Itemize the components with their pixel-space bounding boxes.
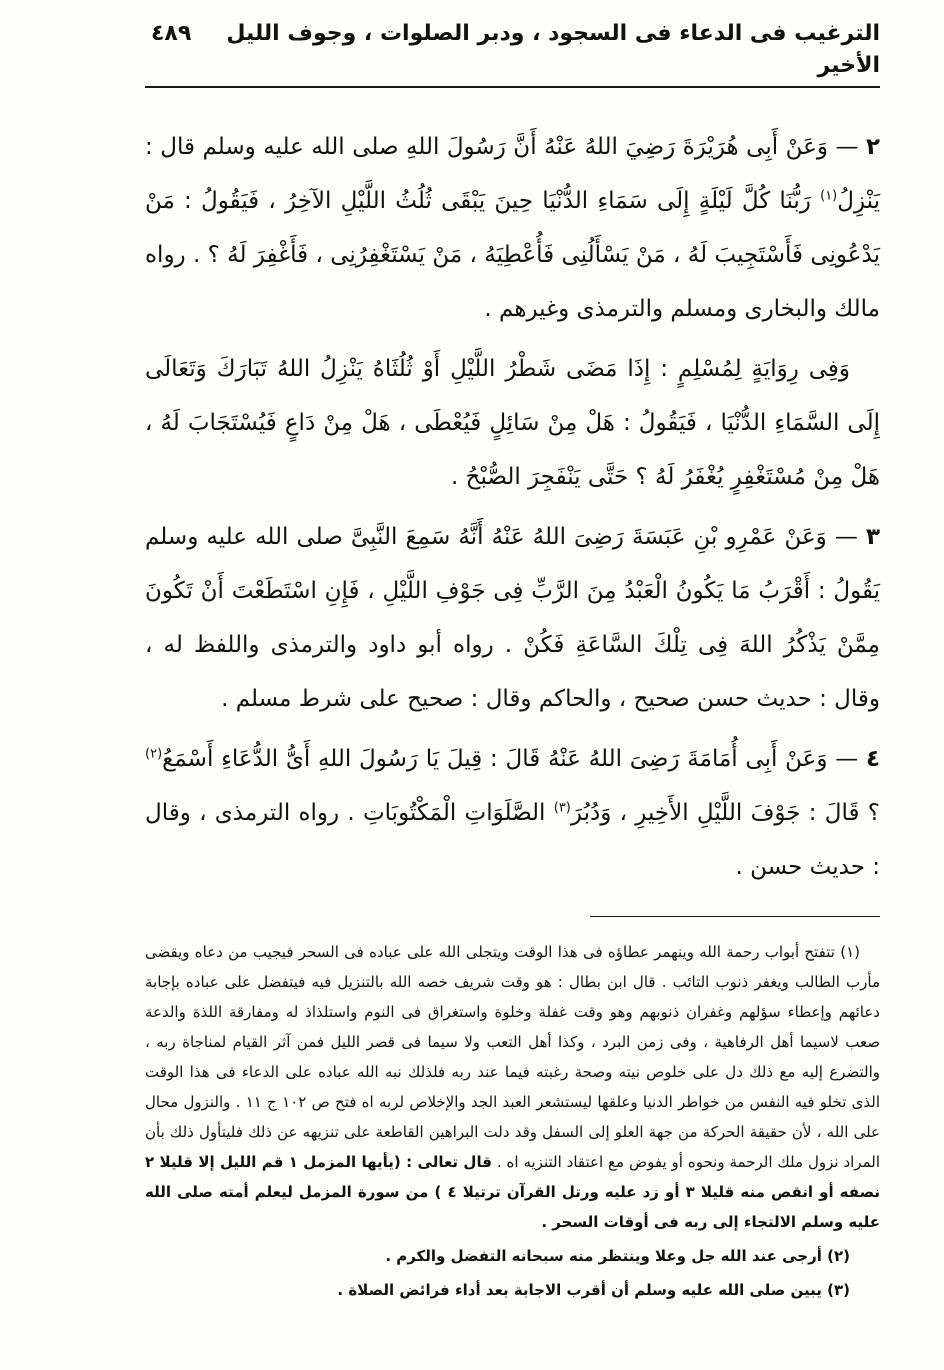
hadith-text: — وَعَنْ عَمْرِو بْنِ عَبَسَةَ رَضِىَ اللهُ عَنْهُ أَنَّهُ سَمِعَ النَّبِىَّ صلى الله عليه وسلم يَقُولُ : أَقْرَبُ مَا يَكُونُ الْعَبْدُ مِنَ الرَّبِّ فِى جَوْفِ اللَّيْلِ ، فَإِنِ اسْتَطَعْتَ أَنْ تَكُونَ مِمَّنْ يَذْكُرُ اللهَ فِى تِلْكَ السَّاعَةِ فَكُنْ . رواه أبو داود والترمذى واللفظ له ، وقال : حديث حسن صحيح ، والحاكم وقال : صحيح على شرط مسلم . (145, 524, 880, 712)
running-header (145, 18, 880, 88)
footnote-reference: (٢) (145, 746, 163, 762)
footnote-2 (145, 1241, 880, 1271)
chapter-title: الترغيب فى الدعاء فى السجود ، ودبر الصلوات ، وجوف الليل الأخير (226, 21, 880, 78)
footnote-text: تتفتح أبواب رحمة الله وينهمر عطاؤه فى هذا الوقت ويتجلى الله على عباده فى السحر فيجيب من دعاه ويقضى مأرب الطالب ويغفر ذنوب التائب . قال ابن بطال : هو وقت شريف خصه الله بالتنزيل فيه فيتفضل على عباده بإجابة دعائهم وإعطاء سؤلهم وغفران ذنوبهم وهو وقت غفلة وخلوة واستغراق فى النوم واستلذاذ له ومفارقة اللذة والدعة صعب لاسيما أهل الرفاهية ، وفى زمن البرد ، وكذا أهل التعب ولا سيما فى قصر الليل فمن آثر القيام لمناجاة ربه ، والتضرع إليه مع ذلك دل على خلوص نيته وصحة رغبته فيما عند ربه فلذلك نبه الله عباده على الدعاء فى هذا الوقت الذى تخلو فيه النفس من خواطر الدنيا وعلقها ليستشعر العبد الجد والإخلاص لربه اه فتح ص ١٠٢ ج ١١ . والنزول محال على الله ، لأن حقيقة الحركة من جهة العلو إلى السفل وقد دلت البراهين القاطعة على تنزيهه عن ذلك فليتأول ذلك بأن المراد نزول ملك الرحمة ونحوه أو يفوض مع اعتقاد التنزيه اه . (145, 943, 881, 1171)
page-number: ٤٨٩ (151, 21, 192, 46)
hadith-number: ٢ (865, 134, 880, 160)
hadith-text: — وَعَنْ أَبِى هُرَيْرَةَ رَضِيَ اللهُ عَنْهُ أَنَّ رَسُولَ اللهِ صلى الله عليه وسلم قال : يَنْزِلُ (145, 134, 880, 214)
footnote-3 (145, 1275, 880, 1305)
footnote-marker: (٢) (827, 1247, 850, 1265)
hadith-4-paragraph (145, 732, 880, 894)
hadith-text: الصَّلَوَاتِ الْمَكْتُوبَاتِ . رواه الترمذى ، وقال : حديث حسن . (145, 800, 880, 880)
footnote-reference: (٣) (553, 800, 571, 816)
main-text (145, 120, 880, 894)
hadith-text: رَبُّنَا كُلَّ لَيْلَةٍ إِلَى سَمَاءِ الدُّنْيَا حِينَ يَبْقَى ثُلُثُ اللَّيْلِ الآخِرُ ، فَيَقُولُ : مَنْ يَدْعُونِى فَأَسْتَجِيبَ لَهُ ، مَنْ يَسْأَلُنِى فَأُعْطِيَهُ ، مَنْ يَسْتَغْفِرُنِى ، فَأَغْفِرَ لَهُ ؟ . رواه مالك والبخارى ومسلم والترمذى وغيرهم . (145, 188, 880, 322)
hadith-2-variant-paragraph (145, 342, 880, 504)
hadith-2-paragraph (145, 120, 880, 336)
hadith-text: وَفِى رِوَايَةٍ لِمُسْلِمٍ : إِذَا مَضَى شَطْرُ اللَّيْلِ أَوْ ثُلُثَاهُ يَنْزِلُ اللهُ تَبَارَكَ وَتَعَالَى إِلَى السَّمَاءِ الدُّنْيَا ، فَيَقُولُ : هَلْ مِنْ سَائِلٍ فَيُعْطَى ، هَلْ مِنْ دَاعٍ فَيُسْتَجَابَ لَهُ ، هَلْ مِنْ مُسْتَغْفِرٍ يُغْفَرُ لَهُ ؟ حَتَّى يَنْفَجِرَ الصُّبْحُ . (145, 356, 880, 490)
hadith-text: ؟ قَالَ : جَوْفَ اللَّيْلِ الأَخِيرِ ، وَدُبُرَ (570, 800, 880, 826)
hadith-number: ٤ (865, 746, 880, 772)
footnote-1 (145, 937, 880, 1237)
hadith-text: — وَعَنْ أَبِى أُمَامَةَ رَضِىَ اللهُ عَنْهُ قَالَ : قِيلَ يَا رَسُولَ اللهِ أَىُّ الدُّعَاءِ أَسْمَعُ (162, 746, 859, 772)
footnote-separator (590, 916, 880, 917)
hadith-3-paragraph (145, 510, 880, 726)
footnotes (145, 937, 880, 1305)
footnote-marker: (٣) (827, 1281, 850, 1299)
footnote-reference: (١) (820, 188, 838, 204)
footnote-marker: (١) (840, 943, 860, 961)
hadith-number: ٣ (865, 524, 881, 550)
footnote-text: أرجى عند الله جل وعلا وينتظر منه سبحانه التفضل والكرم . (385, 1247, 822, 1265)
footnote-quran-citation: قال تعالى : (يأيها المزمل ١ قم الليل إلا قليلا ٢ نصفه أو انقص منه قليلا ٣ أو زد عليه ورتل القرآن ترتيلا ٤ ) من سورة المزمل ليعلم أمته صلى الله عليه وسلم الالتجاء إلى ربه فى أوقات السحر . (145, 1153, 880, 1231)
footnote-text: يبين صلى الله عليه وسلم أن أقرب الاجابة بعد أداء فرائض الصلاة . (337, 1281, 822, 1299)
